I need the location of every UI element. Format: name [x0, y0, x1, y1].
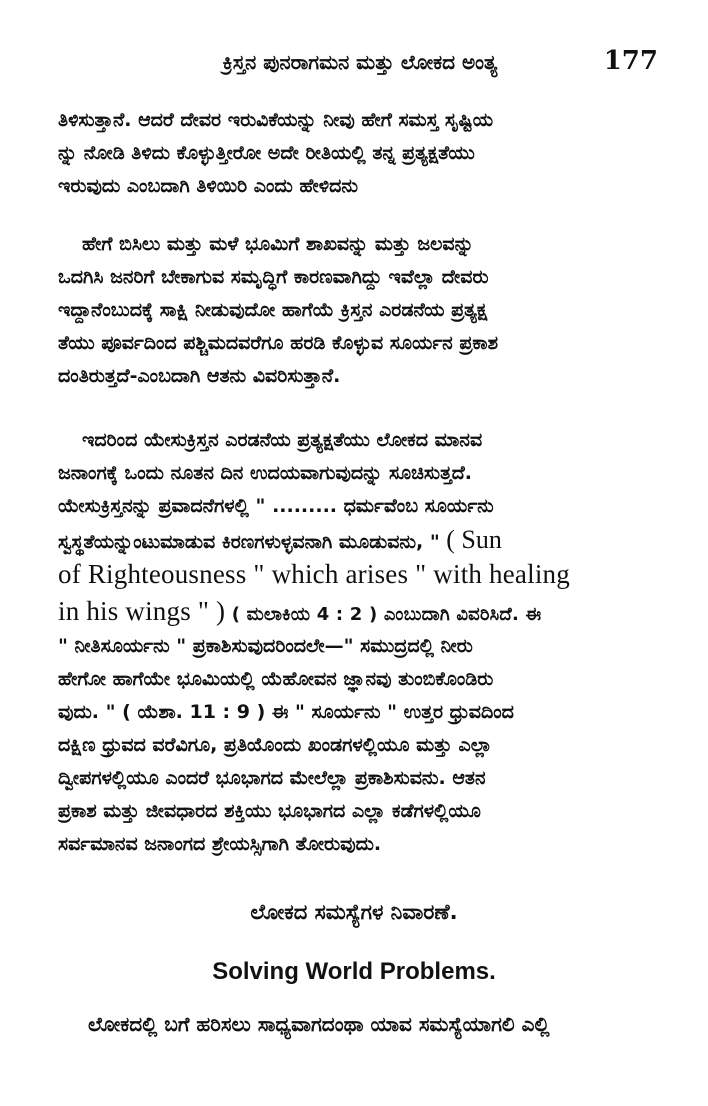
- text-line: ಇದ್ದಾನೆಂಬುದಕ್ಕೆ ಸಾಕ್ಷಿ ನೀಡುವುದೋ ಹಾಗೆಯೆ ಕ್ರಿಸ್ತನ ಎರಡನೆಯ ಪ್ರತ್ಯಕ್ಷ: [58, 299, 488, 321]
- text-line-mixed: [58, 523, 666, 556]
- paragraph-3: [58, 424, 666, 861]
- section-heading-kannada: ಲೋಕದ ಸಮಸ್ಯೆಗಳ ನಿವಾರಣೆ.: [250, 900, 458, 924]
- text-line: ಪ್ರಕಾಶ ಮತ್ತು ಜೀವಧಾರದ ಶಕ್ತಿಯು ಭೂಭಾಗದ ಎಲ್ಲಾ ಕಡೆಗಳಲ್ಲಿಯೂ: [58, 800, 481, 822]
- text-line: ಯೇಸುಕ್ರಿಸ್ತನನ್ನು ಪ್ರವಾದನೆಗಳಲ್ಲಿ " ......... ಧರ್ಮವೆಂಬ ಸೂರ್ಯನು: [58, 495, 494, 517]
- text-line: ಲೋಕದಲ್ಲಿ ಬಗೆ ಹರಿಸಲು ಸಾಧ್ಯವಾಗದಂಥಾ ಯಾವ ಸಮಸ್ಯೆಯಾಗಲಿ ಎಲ್ಲಿ: [88, 1012, 550, 1036]
- text-line: ದ್ವೀಪಗಳಲ್ಲಿಯೂ ಎಂದರೆ ಭೂಭಾಗದ ಮೇಲೆಲ್ಲಾ ಪ್ರಕಾಶಿಸುವನು. ಆತನ: [58, 767, 486, 789]
- text-segment-kannada: ಸ್ವಸ್ಥತೆಯನ್ನುಂಟುಮಾಡುವ ಕಿರಣಗಳುಳ್ಳವನಾಗಿ ಮೂಡುವನು, ": [58, 531, 440, 553]
- paragraph-2: [58, 228, 666, 393]
- running-title: ಕ್ರಿಸ್ತನ ಪುನರಾಗಮನ ಮತ್ತು ಲೋಕದ ಅಂತ್ಯ: [222, 50, 498, 74]
- text-line: ಜನಾಂಗಕ್ಕೆ ಒಂದು ನೂತನ ದಿನ ಉದಯವಾಗುವುದನ್ನು ಸೂಚಿಸುತ್ತದೆ.: [58, 462, 473, 484]
- text-line: ತಿಳಿಸುತ್ತಾನೆ. ಆದರೆ ದೇವರ ಇರುವಿಕೆಯನ್ನು ನೀವು ಹೇಗೆ ಸಮಸ್ತ ಸೃಷ್ಟಿಯ: [58, 109, 494, 131]
- page-number: 177: [603, 46, 658, 76]
- text-line: ಇರುವುದು ಎಂಬದಾಗಿ ತಿಳಿಯಿರಿ ಎಂದು ಹೇಳಿದನು: [58, 175, 358, 197]
- text-line: ನ್ನು ನೋಡಿ ತಿಳಿದು ಕೊಳ್ಳುತ್ತೀರೋ ಅದೇ ರೀತಿಯಲ್ಲಿ ತನ್ನ ಪ್ರತ್ಯಕ್ಷತೆಯು: [58, 142, 475, 164]
- text-line: ದಂತಿರುತ್ತದೆ-ಎಂಬದಾಗಿ ಆತನು ವಿವರಿಸುತ್ತಾನೆ.: [58, 365, 341, 387]
- text-segment-english: in his wings " ): [58, 596, 226, 626]
- text-line: " ನೀತಿಸೂರ್ಯನು " ಪ್ರಕಾಶಿಸುವುದರಿಂದಲೇ—" ಸಮುದ್ರದಲ್ಲಿ ನೀರು: [58, 635, 473, 657]
- text-line: ವುದು. " ( ಯೆಶಾ. 11 : 9 ) ಈ " ಸೂರ್ಯನು " ಉತ್ತರ ಧ್ರುವದಿಂದ: [58, 701, 514, 723]
- text-line: ಇದರಿಂದ ಯೇಸುಕ್ರಿಸ್ತನ ಎರಡನೆಯ ಪ್ರತ್ಯಕ್ಷತೆಯು ಲೋಕದ ಮಾನವ: [82, 429, 483, 451]
- text-line-english: of Righteousness " which arises " with healing: [58, 559, 570, 589]
- text-line: ತೆಯು ಪೂರ್ವದಿಂದ ಪಶ್ಚಿಮದವರೆಗೂ ಹರಡಿ ಕೊಳ್ಳುವ ಸೂರ್ಯನ ಪ್ರಕಾಶ: [58, 332, 499, 354]
- text-line: ಒದಗಿಸಿ ಜನರಿಗೆ ಬೇಕಾಗುವ ಸಮೃದ್ಧಿಗೆ ಕಾರಣವಾಗಿದ್ದು ಇವೆಲ್ಲಾ ದೇವರು: [58, 266, 489, 288]
- section-heading-english: Solving World Problems.: [212, 958, 496, 985]
- text-line: ಹೇಗೋ ಹಾಗೆಯೇ ಭೂಮಿಯಲ್ಲಿ ಯೆಹೋವನ ಜ್ಞಾನವು ತುಂಬಿಕೊಂಡಿರು: [58, 668, 494, 690]
- text-line: ಸರ್ವಮಾನವ ಜನಾಂಗದ ಶ್ರೇಯಸ್ಸಿಗಾಗಿ ತೋರುವುದು.: [58, 833, 382, 855]
- paragraph-1: [58, 104, 666, 203]
- page-header: [0, 46, 708, 86]
- text-line: ದಕ್ಷಿಣ ಧ್ರುವದ ವರೆವಿಗೂ, ಪ್ರತಿಯೊಂದು ಖಂಡಗಳಲ್ಲಿಯೂ ಮತ್ತು ಎಲ್ಲಾ: [58, 734, 493, 756]
- text-segment-english: ( Sun: [439, 525, 502, 554]
- text-line-mixed: [58, 593, 666, 630]
- text-line: ಹೇಗೆ ಬಿಸಿಲು ಮತ್ತು ಮಳೆ ಭೂಮಿಗೆ ಶಾಖವನ್ನು ಮತ್ತು ಜಲವನ್ನು: [82, 233, 474, 255]
- text-segment-kannada: ( ಮಲಾಕಿಯ 4 : 2 ) ಎಂಬುದಾಗಿ ವಿವರಿಸಿದೆ. ಈ: [225, 604, 542, 625]
